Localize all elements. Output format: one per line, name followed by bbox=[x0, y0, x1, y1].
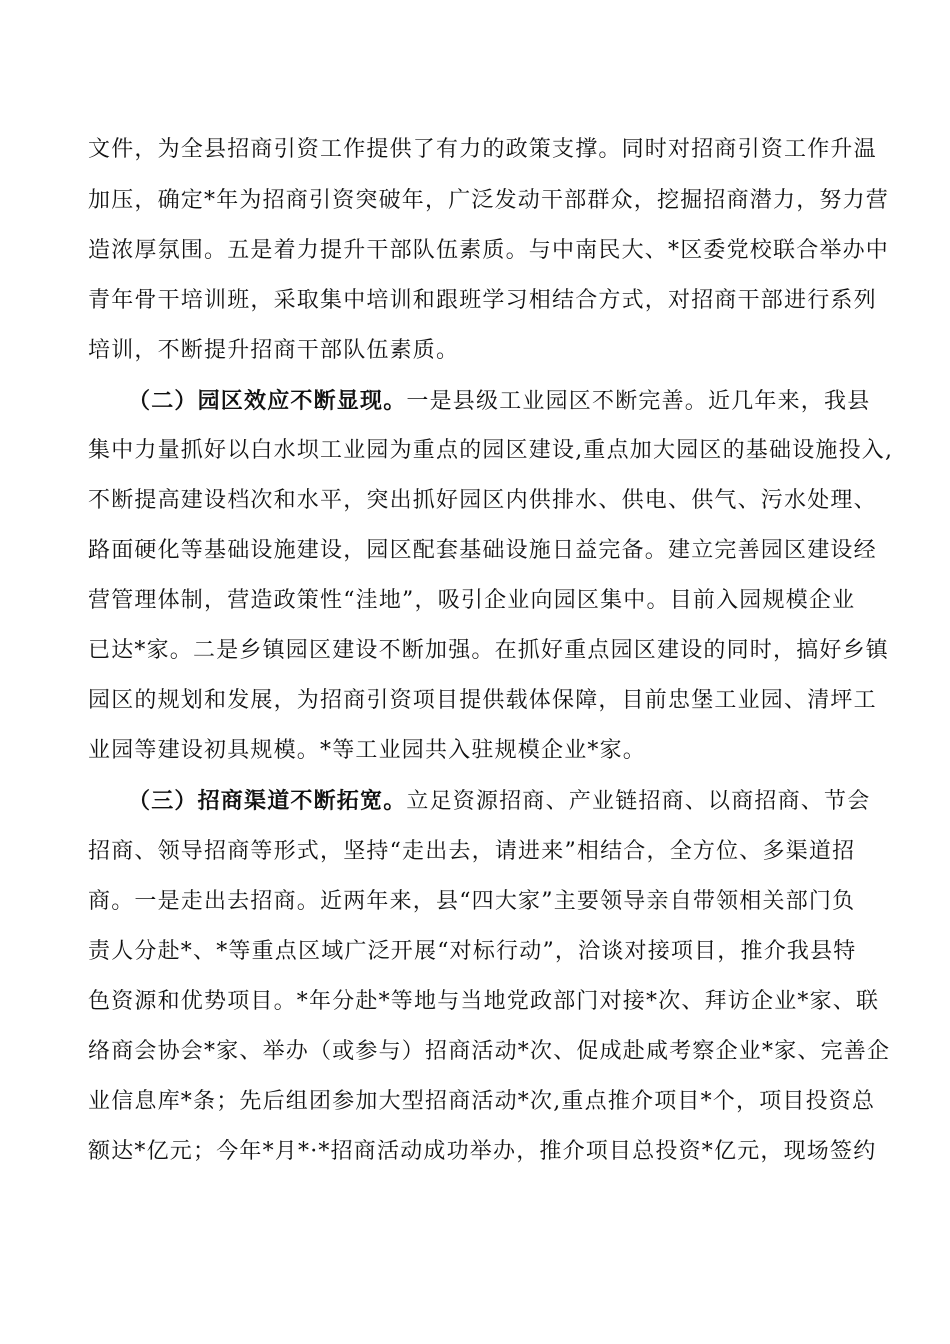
line-text: 责人分赴*、*等重点区域广泛开展“对标行动”，洽谈对接项目，推介我县特 bbox=[88, 939, 857, 964]
paragraph-3-line-2 bbox=[0, 832, 950, 872]
line-text: 园区的规划和发展，为招商引资项目提供载体保障，目前忠堡工业园、清坪工 bbox=[88, 688, 877, 713]
line-text: 营管理体制，营造政策性“洼地”，吸引企业向园区集中。目前入园规模企业 bbox=[88, 588, 856, 613]
line-text: 集中力量抓好以白水坝工业园为重点的园区建设,重点加大园区的基础设施投入, bbox=[88, 438, 894, 463]
line-text: 不断提高建设档次和水平，突出抓好园区内供排水、供电、供气、污水处理、 bbox=[88, 488, 877, 513]
paragraph-3-line-6 bbox=[0, 1032, 950, 1072]
paragraph-3-line-5 bbox=[0, 982, 950, 1022]
line-text: 业信息库*条；先后组团参加大型招商活动*次,重点推介项目*个，项目投资总 bbox=[88, 1089, 876, 1114]
paragraph-2-line-3 bbox=[0, 481, 950, 521]
line-text: 培训，不断提升招商干部队伍素质。 bbox=[88, 338, 460, 363]
paragraph-2-line-8 bbox=[0, 731, 950, 771]
line-text: 额达*亿元；今年*月*·*招商活动成功举办，推介项目总投资*亿元，现场签约 bbox=[88, 1139, 877, 1164]
line-text: 加压，确定*年为招商引资突破年，广泛发动干部群众，挖掘招商潜力，努力营 bbox=[88, 188, 890, 213]
line-text: 文件，为全县招商引资工作提供了有力的政策支撑。同时对招商引资工作升温 bbox=[88, 137, 877, 162]
paragraph-3-line-4 bbox=[0, 932, 950, 972]
section-heading: （二）园区效应不断显现。 bbox=[128, 388, 407, 414]
line-text: 青年骨干培训班，采取集中培训和跟班学习相结合方式，对招商干部进行系列 bbox=[88, 288, 877, 313]
paragraph-3-line-8 bbox=[0, 1132, 950, 1172]
paragraph-1-line-2 bbox=[0, 181, 950, 221]
paragraph-1-line-3 bbox=[0, 231, 950, 271]
paragraph-2-line-7 bbox=[0, 681, 950, 721]
paragraph-2-line-2 bbox=[0, 431, 950, 471]
line-text: 色资源和优势项目。*年分赴*等地与当地党政部门对接*次、拜访企业*家、联 bbox=[88, 989, 880, 1014]
paragraph-3-line-3 bbox=[0, 882, 950, 922]
paragraph-2-line-4 bbox=[0, 531, 950, 571]
line-text: 业园等建设初具规模。*等工业园共入驻规模企业*家。 bbox=[88, 738, 647, 763]
section-heading: （三）招商渠道不断拓宽。 bbox=[128, 788, 407, 814]
line-text: 招商、领导招商等形式，坚持“走出去，请进来”相结合，全方位、多渠道招 bbox=[88, 839, 856, 864]
paragraph-2-line-1 bbox=[0, 381, 950, 421]
line-text: 络商会协会*家、举办（或参与）招商活动*次、促成赴咸考察企业*家、完善企 bbox=[88, 1039, 891, 1064]
line-text: 商。一是走出去招商。近两年来，县“四大家”主要领导亲自带领相关部门负 bbox=[88, 889, 856, 914]
line-text: 路面硬化等基础设施建设，园区配套基础设施日益完备。建立完善园区建设经 bbox=[88, 538, 877, 563]
line-text: 一是县级工业园区不断完善。近几年来，我县 bbox=[406, 389, 871, 414]
line-text: 造浓厚氛围。五是着力提升干部队伍素质。与中南民大、*区委党校联合举办中 bbox=[88, 238, 890, 263]
paragraph-1-line-5 bbox=[0, 331, 950, 371]
paragraph-2-line-5 bbox=[0, 581, 950, 621]
line-text: 立足资源招商、产业链招商、以商招商、节会 bbox=[406, 789, 871, 814]
paragraph-3-line-1 bbox=[0, 781, 950, 821]
paragraph-1-line-4 bbox=[0, 281, 950, 321]
paragraph-3-line-7 bbox=[0, 1082, 950, 1122]
line-text: 已达*家。二是乡镇园区建设不断加强。在抓好重点园区建设的同时，搞好乡镇 bbox=[88, 638, 890, 663]
paragraph-2-line-6 bbox=[0, 631, 950, 671]
paragraph-1-line-1 bbox=[0, 130, 950, 170]
